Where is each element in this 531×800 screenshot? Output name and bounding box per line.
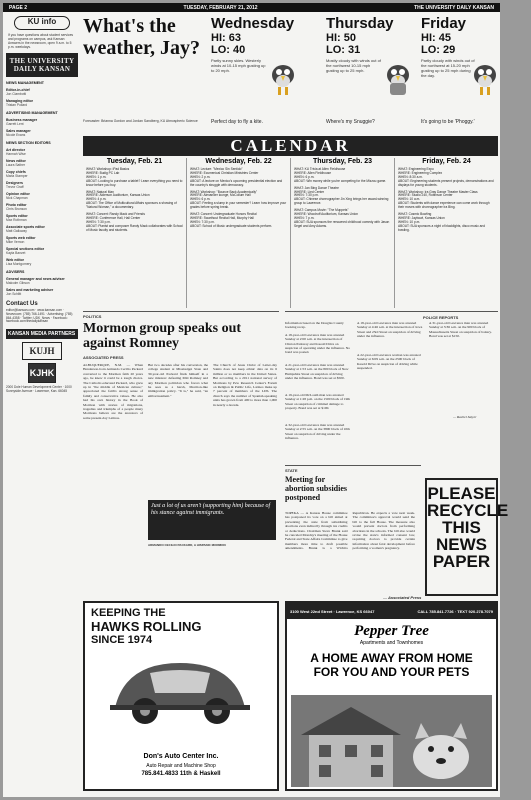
recycle-line: THIS (442, 518, 481, 537)
calendar-event: WHAT: Engineering Expo WHERE: Engineering Complex WHEN: 8:30 a.m. ABOUT: Engineering students present projects, demonstrations and displays for young students. (398, 167, 494, 187)
forecast-low: LO: 31 (326, 44, 361, 56)
staff-name: Laura Sather (6, 163, 26, 167)
staff-role: Copy chiefs (6, 170, 26, 174)
police-item: A 31-year-old Lawrence man was arrested Sunday at 3:36 a.m. on the 900 block of Massachusetts Street on suspicion of battery. Bond was set at $150. (429, 321, 492, 338)
jayhawk-kite-icon (269, 59, 297, 99)
forecast-friday (421, 15, 511, 125)
section-label-politics: POLITICS (83, 314, 102, 319)
staff-role: Designers (6, 181, 23, 185)
staff-name: Jon Ciambotti (6, 92, 27, 96)
staff-role: Associate sports editor (6, 225, 45, 229)
jayhawk-fog-icon (471, 59, 499, 99)
staff-list (6, 81, 78, 296)
kujh-logo: KUJH (22, 342, 62, 360)
forecast-day: Thursday (326, 15, 394, 32)
kansan-answers-intro: If you have questions about student services and programs on campus, ask Kansan Answers in the newsroom, open 9 a.m. to 5 p.m. weekdays. (8, 33, 74, 49)
state-headline: Meeting for abortion subsidies postponed (285, 475, 348, 502)
police-item: A 19-year-old McLouth man was arrested Sunday at 1:28 p.m. on the 1500 block of 19th Street on suspicion of criminal damage to property. Bond was set at $100. (285, 393, 351, 410)
staff-section-title: ADVERTISING MANAGEMENT (6, 111, 58, 115)
ad-phone: CALL 785.841.7726 · TEXT 920.278.7079 (417, 608, 493, 614)
staff-role: Photo editor (6, 203, 27, 207)
paper-name: THE UNIVERSITY DAILY KANSAN (414, 4, 494, 11)
contact-title: Contact Us (6, 301, 38, 307)
staff-role: Special sections editor (6, 247, 45, 251)
page-header-bar (3, 3, 500, 12)
calendar-date: Tuesday, Feb. 21 (106, 158, 163, 165)
kjhk-logo: KJHK (28, 363, 56, 383)
ad-subtitle: SINCE 1974 (91, 634, 153, 646)
recycle-line: PAPER (432, 552, 491, 571)
forecast-wednesday (211, 15, 301, 125)
calendar-date: Wednesday, Feb. 22 (205, 158, 272, 165)
forecast-caption: Perfect day to fly a kite. (211, 119, 263, 125)
staff-role: Opinion editor (6, 192, 30, 196)
beetle-car-icon (105, 653, 255, 733)
staff-role: News editor (6, 159, 26, 163)
police-item: A 18-year-old Lawrence man was arrested Sunday at 4:46 a.m. at the intersection of Iowa Street and 23rd Street on suspicion of driving under the influence. (357, 321, 423, 338)
police-item: A 18-year-old Lawrence man was arrested Sunday at 2:00 a.m. at the intersection of Clinton Parkway and Kasold Drive on suspicion of operating under the influence. No bond was posted. (285, 333, 351, 355)
ku-info-logo: KU info (6, 15, 78, 31)
weather-section (83, 15, 498, 133)
calendar-event: WHAT: Workshop: iPad Basics WHERE: Budig PC Lab WHEN: 1 p.m. ABOUT: Looking to purchase a tablet? Learn everything you need to know before you buy. (86, 167, 183, 187)
pull-quote-attribution: ARMANDO CECILIO PACKARD, A HISPANIC MORMON (148, 543, 226, 547)
weather-title: What's the weather, Jay? (83, 15, 201, 59)
page-number: PAGE 2 (9, 4, 27, 11)
police-intro: Information based on the Douglas County booking recap. (285, 321, 344, 330)
politics-dateline: ASSOCIATED PRESS (83, 355, 124, 360)
calendar-event: WHAT: Workshop: Ira Gray Dance Theatre Master Class WHERE: Studio 240, Robinson Center WHEN: 10 a.m. ABOUT: Students with dance experience can come work through their moves with choreographer Ira Bing. (398, 189, 490, 210)
staff-role: Sports editor (6, 214, 28, 218)
staff-name: Nicole Evans (6, 133, 26, 137)
politics-body-col2: But two decades after his conversion, the college student at Mississippi State and 30-year-old Packard finds himself in a new mission: defeating Mitt Romney and any Mormon politician who favors what he sees as a harsh, Mormon-like immigration policy. "It is," he said, "an embarrassment." (148, 363, 208, 398)
staff-name: Mike Vernon (6, 240, 25, 244)
forecast-caption: Where's my Snuggie? (326, 119, 375, 125)
staff-name: Hannah Wise (6, 152, 26, 156)
forecast-high: HI: 45 (421, 32, 451, 44)
calendar-event: WHAT: Jan Bing Dance Theatre WHERE: Lied Center WHEN: 7:30 p.m. ABOUT: Chinese choreographer Jin Xing brings her award-winning group to Lawrence. (294, 185, 389, 206)
ad-address: 3100 West 22nd Street · Lawrence, KS 66047 (290, 608, 375, 614)
staff-name: Matt Galloway (6, 229, 27, 233)
calendar-event: WHAT: KU Trivia at Allen Fieldhouse WHERE: Allen Fieldhouse WHEN: 6 p.m. ABOUT: Win money while you're competing for the Mizzou game. (294, 167, 387, 183)
pull-quote (148, 500, 276, 540)
staff-role: Sports web editor (6, 236, 36, 240)
calendar-date: Friday, Feb. 24 (422, 158, 471, 165)
masthead-sidebar (6, 15, 78, 792)
contact-lines: editor@kansan.com · www.kansan.com · Newsroom: (785) 766-1491 · Advertising: (785) 864-4358 · Twitter: UDK_News · Facebook: facebook.com/thedailykansan (6, 308, 73, 324)
jayhawk-snuggie-icon (384, 59, 412, 99)
forecast-day: Friday (421, 15, 467, 32)
forecast-high: HI: 50 (326, 32, 356, 44)
ad-contact: 785.841.4833 11th & Haskell (141, 771, 221, 777)
staff-name: Trevor Graff (6, 185, 24, 189)
office-address: 2000 Dole Human Development Center · 1000 Sunnyside Avenue · Lawrence, Kan. 66045 (6, 385, 72, 393)
staff-section-title: ADVISERS (6, 270, 25, 274)
police-item: A 22-year-old Lawrence woman was arrested Sunday at 6:09 a.m. on the 2500 block of Kasold Drive on suspicion of driving while suspended. (357, 353, 421, 370)
calendar-event: WHAT: Lecture: "Mexico Sin Sentido" WHERE: Ecumenical Christian Ministries Center WHEN: 2 p.m. ABOUT: A lecture on Mexico's upcoming presidential election and the country's struggle with democracy. (190, 167, 283, 187)
ad-title: KEEPING THE (91, 607, 166, 619)
calendar-columns (83, 158, 498, 308)
staff-role: General manager and news adviser (6, 277, 65, 281)
staff-name: Garrett Lent (6, 122, 24, 126)
staff-name: Tristan Pollard (6, 103, 28, 107)
ad-title: HAWKS ROLLING (91, 619, 202, 634)
ad-top-bar (287, 603, 496, 619)
staff-name: Lisa Montgomery (6, 262, 32, 266)
ad-business-sub: Auto Repair and Machine Shop (146, 763, 216, 769)
staff-name: Nick Chapman (6, 196, 28, 200)
politics-body-col1: ALBUQUERQUE, N.M. — When Henderson-born Armando Cecilio Packard converted to the Mormon faith 20 years ago, he knew it could be a tough choice. The Catholic-educated Packard, who grew up in "the middle of Mexican culture," appreciated the faith's strong sense of family and conservative values. He also had his own history in the Book of Mormon with stories of migrations, tragedies and triumphs of a people many Mormons believe are the ancestors of some present-day Latinos. (83, 363, 143, 420)
recycle-line: NEWS (436, 535, 487, 554)
politics-headline: Mormon group speaks out against Romney (83, 321, 242, 351)
forecast-high: HI: 63 (211, 32, 241, 44)
section-rule (285, 465, 421, 466)
recycle-line: RECYCLE (427, 501, 509, 520)
section-rule (285, 311, 498, 312)
ad-pepper-tree[interactable] (285, 601, 498, 791)
section-rule (83, 311, 279, 312)
staff-name: Max Rothman (6, 218, 27, 222)
staff-name: Marla Stamper (6, 174, 28, 178)
calendar-day-column (291, 158, 395, 308)
recycle-notice (425, 478, 509, 596)
forecast-day: Wednesday (211, 15, 295, 32)
media-partners-title: KANSAN MEDIA PARTNERS (6, 329, 78, 339)
forecast-description: Partly cloudy with winds out of the northwest at 15-20 mph gusting up to 25 mph during the day. (421, 58, 475, 78)
staff-role: Editor-in-chief (6, 88, 30, 92)
ad-brand-logo: Pepper Tree (354, 623, 429, 639)
staff-section-title: NEWS SECTION EDITORS (6, 141, 51, 145)
police-item: A 32-year-old Lawrence man was arrested Sunday at 2:55 a.m. on the 3800 block of 10th Street on suspicion of driving under the influence. (285, 423, 350, 440)
calendar-day-column (83, 158, 187, 308)
calendar-date: Thursday, Feb. 23 (313, 158, 372, 165)
staff-role: Business manager (6, 118, 38, 122)
calendar-event: WHAT: Workshop: "Bounce Back Academically" WHERE: Alexander lounge, McCollum Hall WHEN: 6 p.m. ABOUT: Feeling a slump in your semester? Learn how improve your grades before spring break. (190, 189, 287, 210)
newspaper-page (3, 3, 509, 797)
calendar-event: WHAT: Concert: Randy Mack and Friends WHERE: Conference Hall, Hall Center WHEN: 7:30 p.m. ABOUT: Pianist and composer Randy Mack collaborates with School of Music faculty and students. (86, 212, 183, 232)
staff-role: Managing editor (6, 99, 34, 103)
masthead-logo: THE UNIVERSITY DAILY KANSAN (6, 53, 78, 77)
calendar-day-column (395, 158, 498, 308)
calendar-event: WHAT: Campus Movie: "The Muppets" WHERE: Woodruff Auditorium, Kansas Union WHEN: 7 p.m. ABOUT: SUA sponsors the renowned childhood comedy with Jason Segel and Amy Adams. (294, 208, 390, 228)
staff-name: Kayla Banzet (6, 251, 26, 255)
ad-headline: FOR YOU AND YOUR PETS (313, 665, 470, 679)
forecast-description: Partly sunny skies. Westerly winds at 10-15 mph gusting up to 20 mph. (211, 58, 266, 73)
staff-role: Art director (6, 148, 26, 152)
staff-name: Jon Schlitt (6, 292, 22, 296)
staff-role: Sales manager (6, 129, 31, 133)
forecast-caption: It's going to be 'Phoggy.' (421, 119, 475, 125)
forecast-low: LO: 29 (421, 44, 456, 56)
calendar-event: WHAT: Natural Man WHERE: Alderson Auditorium, Kansas Union WHEN: 4 p.m. ABOUT: The Office of Multicultural Affairs sponsors a showing of "Natural Woman," a documentary. (86, 189, 177, 210)
staff-role: Sales and marketing adviser (6, 288, 54, 292)
state-body: TOPEKA — A Kansas House committee has postponed its vote on a bill aimed at preventing the state from subsidizing abortions even indirectly through tax credits or deductions. Chairman Steve Brunk said he canceled Monday's meeting of the House Federal and State Affairs Committee to give members more time to draft possible amendments. Brunk is a Wichita Republican. He expects a vote next week. The committee's approval would send the bill to the full House. The measure also would prevent doctors from performing abortions in the schools. The bill also would revise the state's informed consent law, requiring doctors to provide certain information about fetal development before performing a woman's pregnancy. (285, 511, 415, 551)
police-item: A 21-year-old Lawrence man was arrested Sunday at 1:53 a.m. on the 800 block of New Hampshire Street on suspicion of driving under the influence. Bond was set at $500. (285, 363, 349, 380)
ad-headline: A HOME AWAY FROM HOME (310, 651, 473, 665)
ad-brand-sub: Apartments and Townhomes (359, 640, 424, 646)
pull-quote-text: Just a lot of us aren't (supporting him) because of his stance against immigrants. (151, 503, 271, 516)
calendar-event: WHAT: Cosmic Bowling WHERE: Jaybowl, Kansas Union WHEN: 10 p.m. ABOUT: SUA sponsors a night of blacklights, disco music and bowling. (398, 212, 485, 232)
staff-name: Chris Bronson (6, 207, 27, 211)
calendar-day-column (187, 158, 291, 308)
recycle-line: PLEASE (427, 484, 496, 503)
section-label-state: STATE (285, 468, 298, 473)
politics-body-col3: The Church of Jesus Christ of Latter-day Saints does not keep ethnic data on its 6 million or so members in the United States. But according to a 2011 national survey of Mormons by Pew Research Center's Forum on Religion & Public Life, Latinos make up 7 percent of members of the LDS. The church says the number of Spanish-speaking units has grown from 400 to more than 1,000 in nearly a decade. (213, 363, 277, 407)
weather-byline: Forecaster: Brianna Gordon and Jordan Sandberg, KU Atmospheric Science (83, 119, 198, 123)
calendar-event: WHAT: Concert: Undergraduate Honors Recital WHERE: Swarthout Recital Hall, Murphy Hall WHEN: 7:30 p.m. ABOUT: School of Music undergraduate students perform. (190, 212, 273, 228)
state-credit: — Associated Press (383, 595, 422, 600)
forecast-description: Mostly cloudy with winds out of the northwest 10-15 mph gusting up to 25 mph. (326, 58, 381, 73)
ad-dons-auto[interactable] (83, 601, 279, 791)
calendar-banner: CALENDAR (83, 136, 498, 156)
forecast-thursday (326, 15, 416, 125)
page-date: TUESDAY, FEBRUARY 21, 2012 (183, 4, 258, 11)
police-credit: — Rachel Salyer (453, 415, 477, 419)
ad-business-name: Don's Auto Center Inc. (143, 753, 219, 760)
apartment-photo (291, 695, 492, 787)
section-label-police: POLICE REPORTS (423, 315, 459, 320)
staff-name: Malcolm Gibson (6, 281, 30, 285)
forecast-low: LO: 40 (211, 44, 246, 56)
staff-role: Web editor (6, 258, 25, 262)
staff-section-title: NEWS MANAGEMENT (6, 81, 44, 85)
